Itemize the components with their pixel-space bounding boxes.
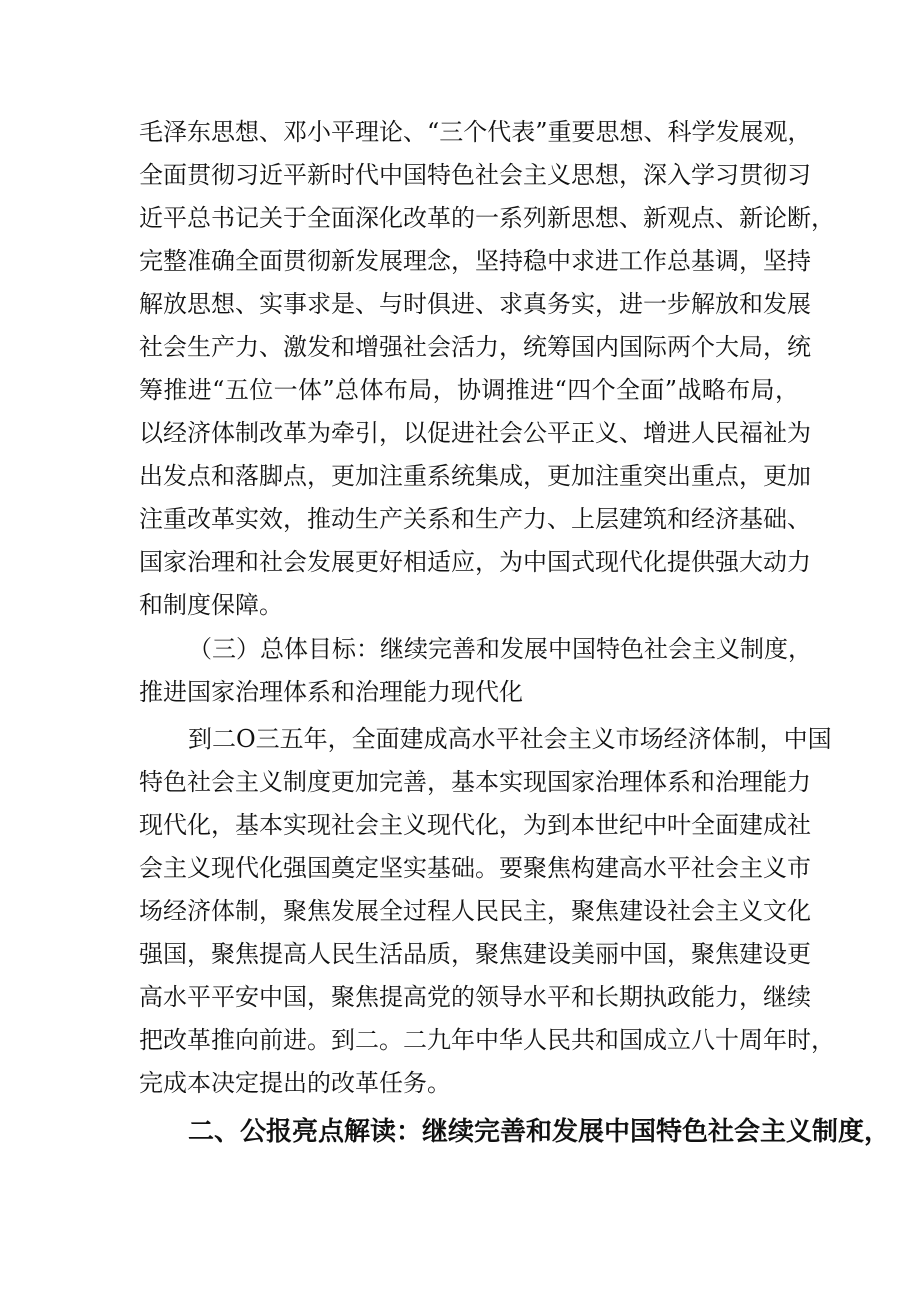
paragraph-line: 把改革推向前进。到二。二九年中华人民共和国成立八十周年时，	[139, 1026, 835, 1054]
paragraph-line: 国家治理和社会发展更好相适应，为中国式现代化提供强大动力	[139, 548, 811, 576]
paragraph-line: 近平总书记关于全面深化改革的一系列新思想、新观点、新论断，	[139, 204, 835, 232]
paragraph-line: 到二O三五年，全面建成高水平社会主义市场经济体制，中国	[188, 725, 832, 753]
paragraph-line: 高水平平安中国，聚焦提高党的领导水平和长期执政能力，继续	[139, 983, 811, 1011]
paragraph-line: 现代化，基本实现社会主义现代化，为到本世纪中叶全面建成社	[139, 811, 811, 839]
section-title-line: 推进国家治理体系和治理能力现代化	[139, 678, 523, 706]
section-title-line: （三）总体目标：继续完善和发展中国特色社会主义制度，	[188, 635, 812, 663]
paragraph-line: 毛泽东思想、邓小平理论、“三个代表”重要思想、科学发展观，	[139, 118, 812, 146]
paragraph-line: 强国，聚焦提高人民生活品质，聚焦建设美丽中国，聚焦建设更	[139, 940, 811, 968]
paragraph-line: 全面贯彻习近平新时代中国特色社会主义思想，深入学习贯彻习	[139, 161, 811, 189]
paragraph-line: 完整准确全面贯彻新发展理念，坚持稳中求进工作总基调，坚持	[139, 247, 811, 275]
paragraph-line: 社会生产力、激发和增强社会活力，统筹国内国际两个大局，统	[139, 333, 811, 361]
paragraph-line: 会主义现代化强国奠定坚实基础。要聚焦构建高水平社会主义市	[139, 854, 811, 882]
paragraph-line: 出发点和落脚点，更加注重系统集成，更加注重突出重点，更加	[139, 462, 811, 490]
paragraph-line: 筹推进“五位一体”总体布局，协调推进“四个全面”战略布局，	[139, 376, 799, 404]
paragraph-line: 和制度保障。	[139, 591, 283, 619]
paragraph-line: 解放思想、实事求是、与时俱进、求真务实，进一步解放和发展	[139, 290, 811, 318]
paragraph-line: 以经济体制改革为牵引，以促进社会公平正义、增进人民福祉为	[139, 419, 811, 447]
paragraph-line: 注重改革实效，推动生产关系和生产力、上层建筑和经济基础、	[139, 505, 811, 533]
paragraph-line: 完成本决定提出的改革任务。	[139, 1069, 451, 1097]
section-heading: 二、公报亮点解读：继续完善和发展中国特色社会主义制度，	[188, 1117, 891, 1147]
paragraph-line: 特色社会主义制度更加完善，基本实现国家治理体系和治理能力	[139, 768, 811, 796]
paragraph-line: 场经济体制，聚焦发展全过程人民民主，聚焦建设社会主义文化	[139, 897, 811, 925]
